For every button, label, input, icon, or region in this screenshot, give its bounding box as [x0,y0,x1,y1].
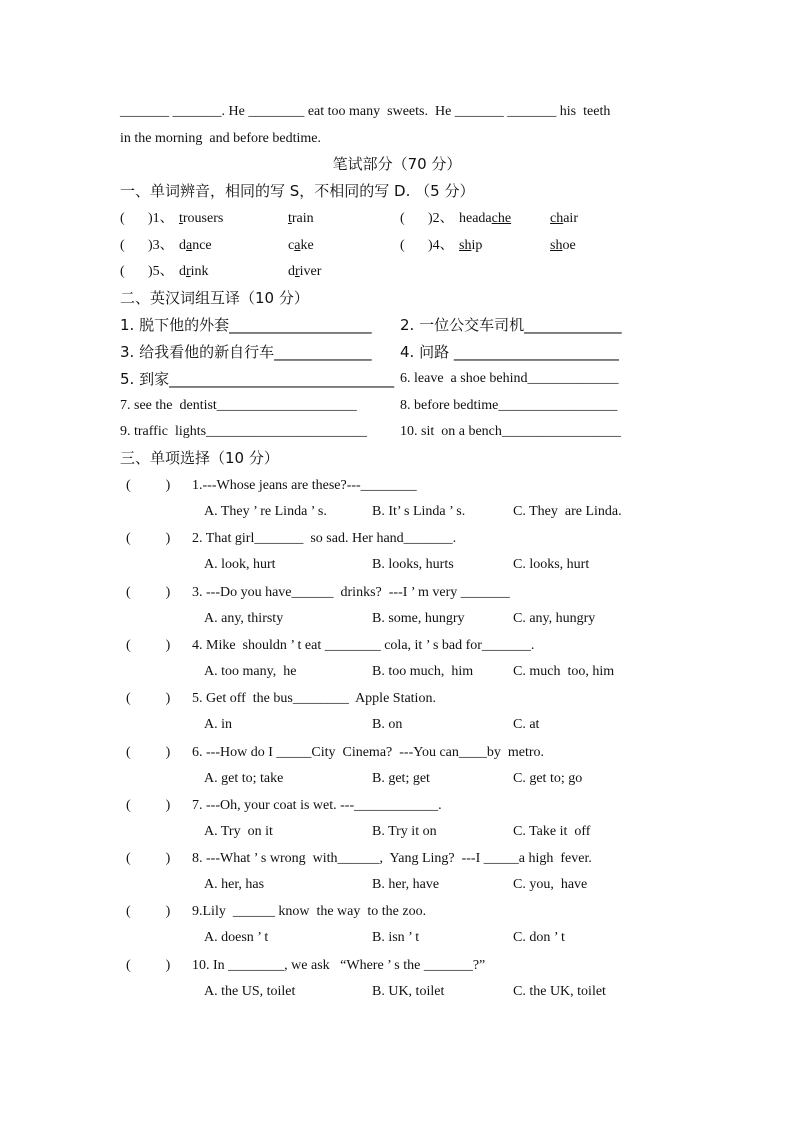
question-text: 4. Mike shouldn ’ t eat ________ cola, it ’ s bad for_______. [192,638,535,653]
option-c: C. don ’ t [513,930,565,945]
answer-paren: ( ) [126,851,171,866]
option-a: A. any, thirsty [204,611,284,626]
item-number: )4、 [428,238,454,253]
option-b: B. on [372,717,403,732]
intro-line-1: _______ _______. He ________ eat too many sweets. He _______ _______ his teeth [120,104,611,119]
word-2: cake [288,238,314,253]
intro-line-2: in the morning and before bedtime. [120,131,321,146]
word-2: driver [288,264,322,279]
answer-paren: ( ) [126,745,171,760]
option-a: A. too many, he [204,664,297,679]
option-c: C. get to; go [513,771,583,786]
option-a: A. her, has [204,877,265,892]
phrase-item-8: 8. before bedtime_________________ [400,398,618,413]
question-text: 5. Get off the bus________ Apple Station. [192,691,436,706]
answer-paren: ( [120,238,125,253]
answer-paren: ( ) [126,904,171,919]
item-number: )1、 [148,211,174,226]
question-text: 6. ---How do I _____City Cinema? ---You can____by metro. [192,745,545,760]
answer-paren: ( ) [126,478,171,493]
option-a: A. doesn ’ t [204,930,269,945]
option-c: C. Take it off [513,824,591,839]
phrase-item-5: 5. 到家______________________________ [120,370,395,388]
section-2-title: 二、英汉词组互译（10 分） [120,289,309,307]
phrase-item-10: 10. sit on a bench_________________ [400,424,621,439]
answer-paren: ( ) [126,638,171,653]
option-c: C. at [513,717,540,732]
answer-paren: ( ) [126,585,171,600]
word-1: headache [459,211,512,226]
option-a: A. look, hurt [204,557,276,572]
option-b: B. UK, toilet [372,984,445,999]
option-b: B. It’ s Linda ’ s. [372,504,466,519]
answer-paren: ( ) [126,958,171,973]
option-b: B. some, hungry [372,611,465,626]
phrase-item-7: 7. see the dentist____________________ [120,398,357,413]
option-b: B. Try it on [372,824,437,839]
option-c: C. you, have [513,877,588,892]
option-b: B. isn ’ t [372,930,420,945]
option-b: B. looks, hurts [372,557,454,572]
question-text: 1.---Whose jeans are these?---________ [192,478,417,493]
option-c: C. any, hungry [513,611,596,626]
answer-paren: ( [120,211,125,226]
option-a: A. the US, toilet [204,984,296,999]
question-text: 9.Lily ______ know the way to the zoo. [192,904,427,919]
item-number: )3、 [148,238,174,253]
option-c: C. looks, hurt [513,557,590,572]
item-number: )5、 [148,264,174,279]
phrase-item-6: 6. leave a shoe behind_____________ [400,371,619,386]
option-b: B. too much, him [372,664,474,679]
option-c: C. They are Linda. [513,504,622,519]
question-text: 7. ---Oh, your coat is wet. ---____________. [192,798,442,813]
answer-paren: ( [120,264,125,279]
phrase-item-3: 3. 给我看他的新自行车_____________ [120,343,372,361]
question-text: 10. In ________, we ask “Where ’ s the _______?” [192,958,486,973]
option-a: A. They ’ re Linda ’ s. [204,504,327,519]
word-1: trousers [179,211,224,226]
answer-paren: ( [400,238,405,253]
item-number: )2、 [428,211,454,226]
answer-paren: ( ) [126,531,171,546]
option-c: C. the UK, toilet [513,984,606,999]
answer-paren: ( [400,211,405,226]
section-1-title: 一、单词辨音，相同的写 S，不相同的写 D. （5 分） [120,182,475,200]
word-2: chair [550,211,578,226]
option-a: A. Try on it [204,824,273,839]
option-a: A. get to; take [204,771,284,786]
section-3-title: 三、单项选择（10 分） [120,449,279,467]
phrase-item-4: 4. 问路 ______________________ [400,343,619,361]
phrase-item-2: 2. 一位公交车司机_____________ [400,316,622,334]
question-text: 8. ---What ’ s wrong with______, Yang Ling? ---I _____a high fever. [192,851,592,866]
word-1: ship [459,238,483,253]
option-a: A. in [204,717,232,732]
word-2: train [288,211,314,226]
phrase-item-1: 1. 脱下他的外套___________________ [120,316,372,334]
option-b: B. get; get [372,771,430,786]
answer-paren: ( ) [126,691,171,706]
phrase-item-9: 9. traffic lights_______________________ [120,424,368,439]
word-1: dance [179,238,212,253]
written-section-title: 笔试部分（70 分） [332,155,462,173]
question-text: 3. ---Do you have______ drinks? ---I ’ m very _______ [192,585,510,600]
word-2: shoe [550,238,576,253]
answer-paren: ( ) [126,798,171,813]
word-1: drink [179,264,209,279]
question-text: 2. That girl_______ so sad. Her hand_______. [192,531,457,546]
option-c: C. much too, him [513,664,615,679]
option-b: B. her, have [372,877,440,892]
